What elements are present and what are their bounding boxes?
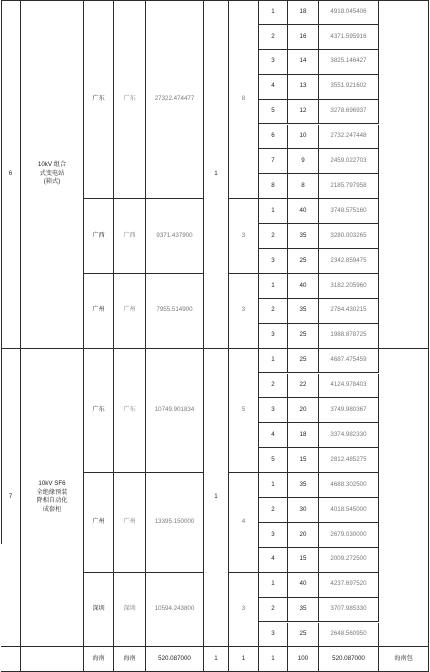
package-index-cell: 2 (259, 299, 288, 324)
province-cell: 广东 (84, 0, 114, 199)
footer-name-cell (21, 647, 84, 672)
package-index-cell: 5 (259, 100, 288, 125)
package-amount-cell: 3748.575160 (319, 199, 379, 224)
share-percent-cell: 13 (288, 75, 319, 100)
package-amount-cell: 2812.485275 (319, 448, 379, 473)
package-amount-cell: 2459.022703 (319, 149, 379, 174)
product-name-cell: 10kV 组合 式变电站 (箱式) (21, 0, 84, 349)
package-index-cell: 1 (259, 647, 288, 672)
share-percent-cell: 30 (288, 498, 319, 523)
share-percent-cell: 15 (288, 448, 319, 473)
remarks-cell (379, 349, 429, 648)
package-index-cell: 3 (259, 523, 288, 548)
share-percent-cell: 40 (288, 274, 319, 299)
region-total-cell: 520.087000 (146, 647, 204, 672)
package-count-cell: 3 (229, 199, 259, 274)
share-percent-cell: 15 (288, 548, 319, 573)
package-amount-cell: 2009.272500 (319, 548, 379, 573)
package-index-cell: 3 (259, 249, 288, 274)
share-percent-cell: 12 (288, 100, 319, 125)
package-amount-cell: 2185.797958 (319, 174, 379, 199)
region-total-cell: 10594.243800 (146, 573, 204, 648)
package-index-cell: 5 (259, 448, 288, 473)
region-total-cell: 10749.901834 (146, 349, 204, 474)
footer-seq-cell (1, 647, 21, 672)
share-percent-cell: 40 (288, 199, 319, 224)
package-amount-cell: 2679.030000 (319, 523, 379, 548)
package-index-cell: 2 (259, 374, 288, 399)
package-count-cell: 1 (229, 647, 259, 672)
share-percent-cell: 35 (288, 299, 319, 324)
city-cell: 海南 (114, 647, 146, 672)
city-cell: 广西 (114, 199, 146, 274)
province-cell: 广西 (84, 199, 114, 274)
package-count-cell: 8 (229, 0, 259, 199)
package-amount-cell: 520.087000 (319, 647, 379, 672)
package-amount-cell: 2784.430215 (319, 299, 379, 324)
remarks-cell (379, 0, 429, 349)
share-percent-cell: 35 (288, 473, 319, 498)
package-index-cell: 2 (259, 25, 288, 50)
share-percent-cell: 40 (288, 573, 319, 598)
share-percent-cell: 25 (288, 249, 319, 274)
package-amount-cell: 4124.978403 (319, 374, 379, 399)
package-index-cell: 3 (259, 50, 288, 75)
package-index-cell: 8 (259, 174, 288, 199)
package-index-cell: 1 (259, 473, 288, 498)
package-index-cell: 4 (259, 75, 288, 100)
package-amount-cell: 2732.247448 (319, 125, 379, 150)
share-percent-cell: 18 (288, 0, 319, 25)
share-percent-cell: 100 (288, 647, 319, 672)
package-index-cell: 6 (259, 125, 288, 150)
package-index-cell: 1 (259, 199, 288, 224)
region-total-cell: 13395.150000 (146, 473, 204, 573)
share-percent-cell: 10 (288, 125, 319, 150)
share-percent-cell: 9 (288, 149, 319, 174)
province-cell: 海南 (84, 647, 114, 672)
package-amount-cell: 4237.697520 (319, 573, 379, 598)
share-percent-cell: 35 (288, 224, 319, 249)
city-cell: 深圳 (114, 573, 146, 648)
package-index-cell: 4 (259, 423, 288, 448)
package-amount-cell: 3374.982330 (319, 423, 379, 448)
package-index-cell: 3 (259, 398, 288, 423)
package-count-cell: 3 (229, 573, 259, 648)
province-cell: 广州 (84, 274, 114, 349)
lot-cell: 1 (204, 647, 229, 672)
package-amount-cell: 2342.859475 (319, 249, 379, 274)
package-count-cell: 3 (229, 274, 259, 349)
package-amount-cell: 4371.595916 (319, 25, 379, 50)
remarks-cell: 海南包 (379, 647, 429, 672)
package-amount-cell: 3280.003265 (319, 224, 379, 249)
sequence-number-cell: 7 (1, 349, 21, 648)
province-cell: 深圳 (84, 573, 114, 648)
share-percent-cell: 20 (288, 398, 319, 423)
package-index-cell: 2 (259, 498, 288, 523)
package-index-cell: 7 (259, 149, 288, 174)
package-amount-cell: 4688.302500 (319, 473, 379, 498)
package-amount-cell: 3825.146427 (319, 50, 379, 75)
lot-cell: 1 (204, 349, 229, 648)
package-index-cell: 3 (259, 324, 288, 349)
region-total-cell: 7955.514900 (146, 274, 204, 349)
package-index-cell: 1 (259, 0, 288, 25)
sequence-number-cell: 6 (1, 0, 21, 349)
package-amount-cell: 4687.475459 (319, 349, 379, 374)
package-amount-cell: 1988.878725 (319, 324, 379, 349)
package-amount-cell: 4018.545000 (319, 498, 379, 523)
package-index-cell: 4 (259, 548, 288, 573)
province-cell: 广东 (84, 349, 114, 474)
city-cell: 广州 (114, 274, 146, 349)
city-cell: 广州 (114, 473, 146, 573)
package-index-cell: 3 (259, 623, 288, 648)
share-percent-cell: 14 (288, 50, 319, 75)
package-amount-cell: 3749.980367 (319, 398, 379, 423)
product-name-cell: 10kV SF6 全绝缘预装 降相自动化 成套柜 (21, 349, 84, 648)
share-percent-cell: 22 (288, 374, 319, 399)
share-percent-cell: 16 (288, 25, 319, 50)
package-index-cell: 1 (259, 349, 288, 374)
package-index-cell: 1 (259, 573, 288, 598)
package-count-cell: 4 (229, 473, 259, 573)
package-amount-cell: 3182.205960 (319, 274, 379, 299)
lot-cell: 1 (204, 0, 229, 349)
share-percent-cell: 25 (288, 623, 319, 648)
region-total-cell: 9371.437900 (146, 199, 204, 274)
package-count-cell: 5 (229, 349, 259, 474)
package-amount-cell: 3551.921602 (319, 75, 379, 100)
share-percent-cell: 20 (288, 523, 319, 548)
province-cell: 广州 (84, 473, 114, 573)
share-percent-cell: 8 (288, 174, 319, 199)
package-index-cell: 2 (259, 224, 288, 249)
package-amount-cell: 3707.985330 (319, 598, 379, 623)
share-percent-cell: 25 (288, 349, 319, 374)
region-total-cell: 27322.474477 (146, 0, 204, 199)
package-amount-cell: 3278.696937 (319, 100, 379, 125)
package-index-cell: 1 (259, 274, 288, 299)
package-index-cell: 2 (259, 598, 288, 623)
city-cell: 广东 (114, 349, 146, 474)
share-percent-cell: 35 (288, 598, 319, 623)
city-cell: 广东 (114, 0, 146, 199)
package-amount-cell: 2648.560950 (319, 623, 379, 648)
share-percent-cell: 25 (288, 324, 319, 349)
share-percent-cell: 18 (288, 423, 319, 448)
package-amount-cell: 4918.045406 (319, 0, 379, 25)
